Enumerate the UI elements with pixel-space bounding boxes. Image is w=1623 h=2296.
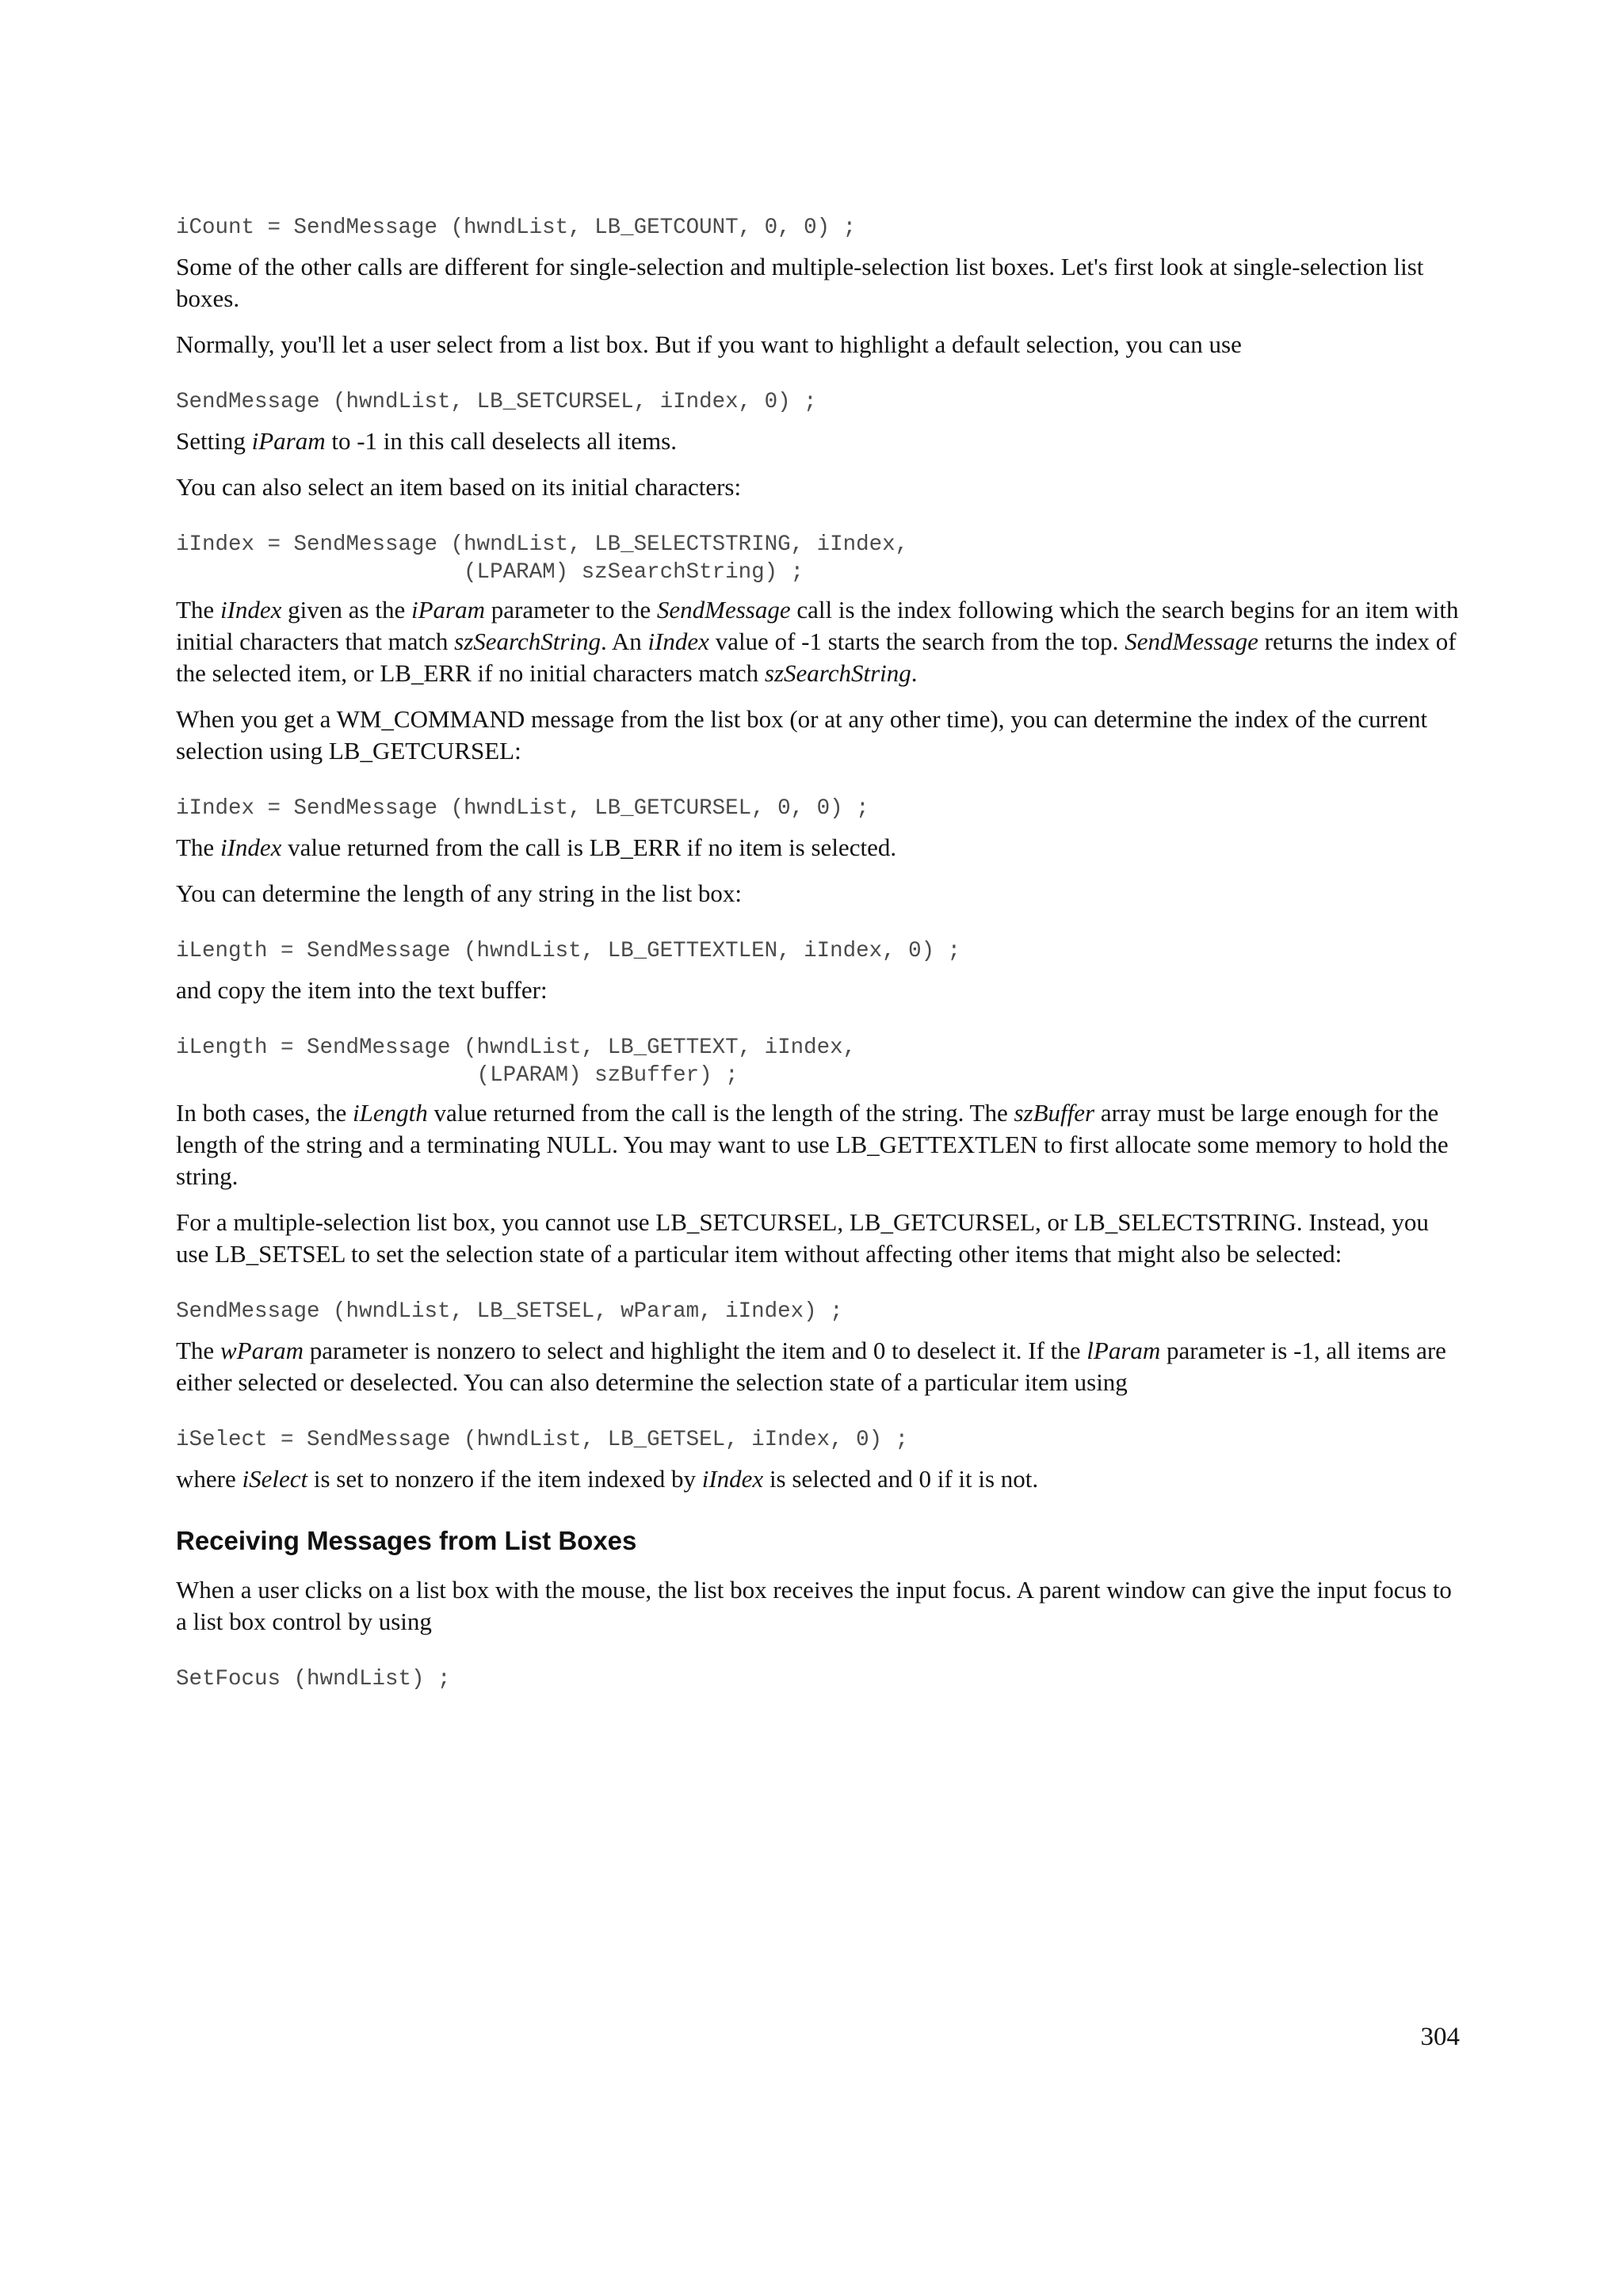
paragraph-lb-err: The iIndex value returned from the call is LB_ERR if no item is selected. — [176, 833, 897, 861]
paragraph-iparam-deselect: Setting iParam to -1 in this call deselects all items. — [176, 427, 677, 455]
page-number: 304 — [1420, 2023, 1460, 2051]
paragraph-multiple-selection: For a multiple-selection list box, you cannot use LB_SETCURSEL, LB_GETCURSEL, or LB_SELECTSTRING. Instead, you use LB_SETSEL to set the selection state of a particular item without affecting other items that might also be selected: — [176, 1208, 1429, 1268]
code-line-setfocus: SetFocus (hwndList) ; — [176, 1667, 451, 1691]
code-line-getcursel: iIndex = SendMessage (hwndList, LB_GETCURSEL, 0, 0) ; — [176, 796, 869, 821]
document-body — [176, 214, 1460, 1693]
paragraph-initial-characters: You can also select an item based on its initial characters: — [176, 473, 742, 501]
code-line-setsel: SendMessage (hwndList, LB_SETSEL, wParam, iIndex) ; — [176, 1299, 843, 1324]
section-heading: Receiving Messages from List Boxes — [176, 1526, 637, 1555]
paragraph-iselect: where iSelect is set to nonzero if the item indexed by iIndex is selected and 0 if it is not. — [176, 1465, 1039, 1493]
paragraph-default-selection: Normally, you'll let a user select from a list box. But if you want to highlight a default selection, you can use — [176, 330, 1242, 358]
paragraph-search-begins: The iIndex given as the iParam parameter to the SendMessage call is the index following which the search begins for an item with initial characters that match szSearchString. An iIndex value of -1 starts the search from the top. SendMessage returns the index of the selected item, or LB_ERR if no initial characters match szSearchString. — [176, 596, 1459, 687]
code-line-setcursel: SendMessage (hwndList, LB_SETCURSEL, iIndex, 0) ; — [176, 390, 817, 414]
paragraph-input-focus: When a user clicks on a list box with the mouse, the list box receives the input focus. A parent window can give the input focus to a list box control by using — [176, 1576, 1452, 1635]
paragraph-single-selection: Some of the other calls are different for single-selection and multiple-selection list boxes. Let's first look at single-selection list boxes. — [176, 253, 1424, 312]
code-line-getsel: iSelect = SendMessage (hwndList, LB_GETSEL, iIndex, 0) ; — [176, 1428, 909, 1452]
code-block-gettext: iLength = SendMessage (hwndList, LB_GETTEXT, iIndex, (LPARAM) szBuffer) ; — [176, 1035, 857, 1088]
paragraph-wparam: The wParam parameter is nonzero to select and highlight the item and 0 to deselect it. If the lParam parameter is -1, all items are either selected or deselected. You can also determine the selection state of a particular item using — [176, 1337, 1446, 1396]
code-line-gettextlen: iLength = SendMessage (hwndList, LB_GETTEXTLEN, iIndex, 0) ; — [176, 939, 961, 963]
paragraph-ilength: In both cases, the iLength value returned from the call is the length of the string. The szBuffer array must be large enough for the length of the string and a terminating NULL. You may want to use LB_GETTEXTLEN to first allocate some memory to hold the string. — [176, 1099, 1449, 1190]
code-line-getcount: iCount = SendMessage (hwndList, LB_GETCOUNT, 0, 0) ; — [176, 215, 857, 240]
paragraph-copy-item: and copy the item into the text buffer: — [176, 976, 548, 1004]
paragraph-wm-command: When you get a WM_COMMAND message from the list box (or at any other time), you can determine the index of the current selection using LB_GETCURSEL: — [176, 705, 1428, 765]
code-block-selectstring: iIndex = SendMessage (hwndList, LB_SELECTSTRING, iIndex, (LPARAM) szSearchString) ; — [176, 532, 909, 585]
paragraph-string-length: You can determine the length of any string in the list box: — [176, 879, 743, 907]
